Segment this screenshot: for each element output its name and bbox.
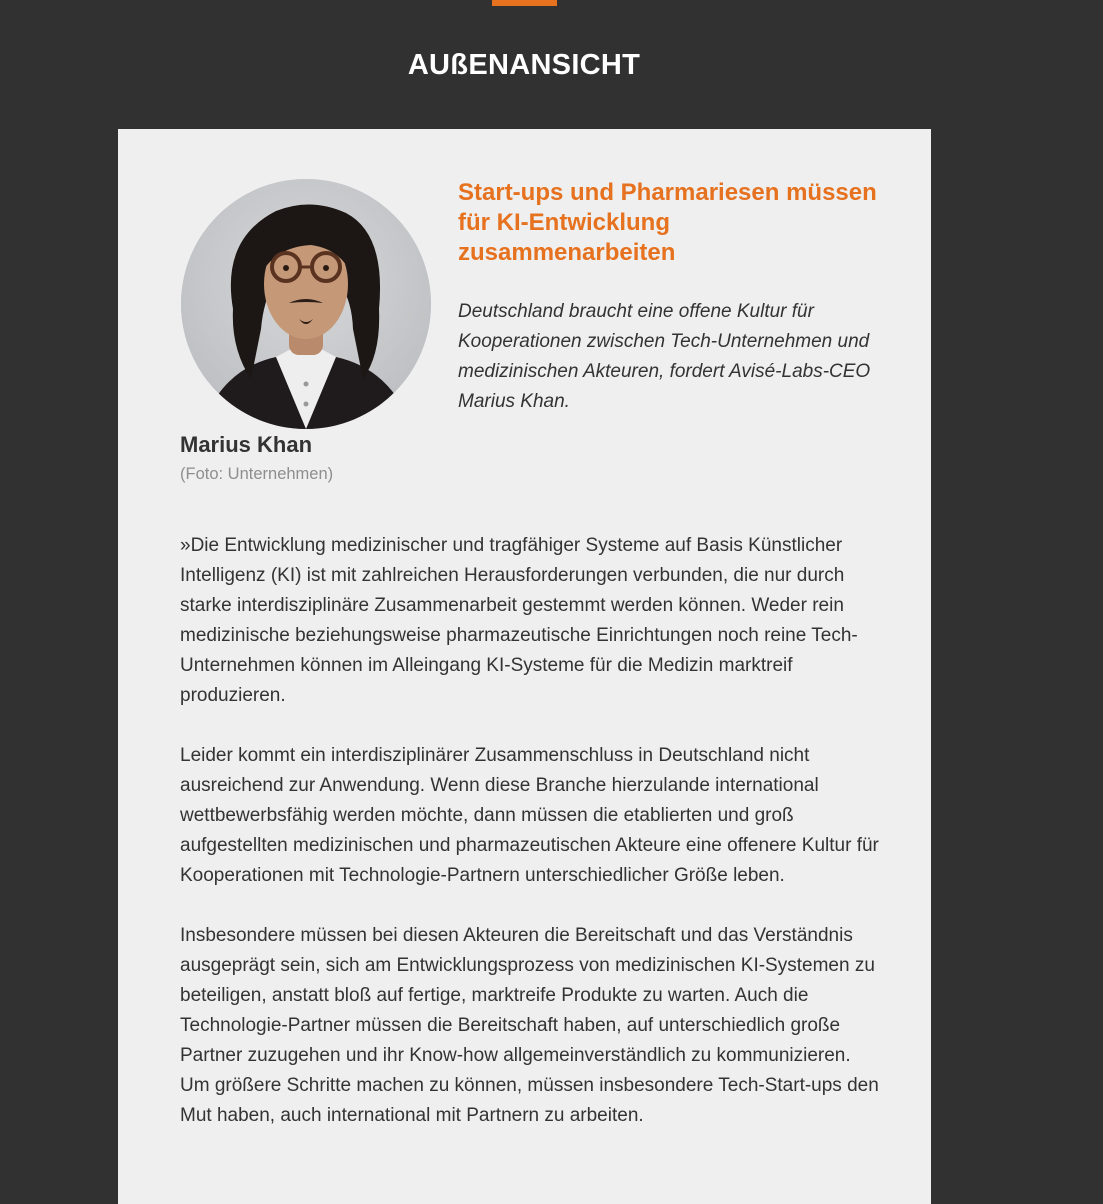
author-name: Marius Khan bbox=[180, 432, 313, 457]
section-title: AUßENANSICHT bbox=[407, 49, 641, 81]
article-card bbox=[118, 129, 931, 1204]
author-portrait-illustration bbox=[181, 179, 431, 429]
section-accent-bar bbox=[492, 0, 557, 6]
article-lead: Deutschland braucht eine offene Kultur für Kooperationen zwischen Tech-Unternehmen und medizinischen Akteuren, fordert Avisé-Labs-CEO Marius Khan. bbox=[458, 301, 871, 412]
author-portrait bbox=[181, 179, 431, 429]
photo-credit: (Foto: Unternehmen) bbox=[180, 465, 334, 483]
article-paragraph: Leider kommt ein interdisziplinärer Zusammenschluss in Deutschland nicht ausreichend zur Anwendung. Wenn diese Branche hierzulande international wettbewerbsfähig werden möchte, dann müssen die etablierten und groß aufgestellten medizinischen und pharmazeutischen Akteure eine offenere Kultur für Kooperationen mit Technologie-Partnern unterschiedlicher Größe leben. bbox=[180, 745, 879, 886]
article-body bbox=[180, 531, 880, 1161]
article-paragraph: »Die Entwicklung medizinischer und tragfähiger Systeme auf Basis Künstlicher Intelligenz (KI) ist mit zahlreichen Herausforderungen verbunden, die nur durch starke interdisziplinäre Zusammenarbeit gestemmt werden können. Weder rein medizinische beziehungsweise pharmazeutische Einrichtungen noch reine Tech-Unternehmen können im Alleingang KI-Systeme für die Medizin marktreif produzieren. bbox=[180, 535, 858, 706]
article-headline: Start-ups und Pharmariesen müssen für KI-Entwicklung zusammenarbeiten bbox=[458, 179, 877, 266]
article-paragraph: Insbesondere müssen bei diesen Akteuren die Bereitschaft und das Verständnis ausgeprägt sein, sich am Entwicklungsprozess von medizinischen KI-Systemen zu beteiligen, anstatt bloß auf fertige, marktreife Produkte zu warten. Auch die Technologie-Partner müssen die Bereitschaft haben, auf unterschiedlich große Partner zuzugehen und ihr Know-how allgemeinverständlich zu kommunizieren. Um größere Schritte machen zu können, müssen insbesondere Tech-Start-ups den Mut haben, auch international mit Partnern zu arbeiten. bbox=[180, 925, 879, 1126]
